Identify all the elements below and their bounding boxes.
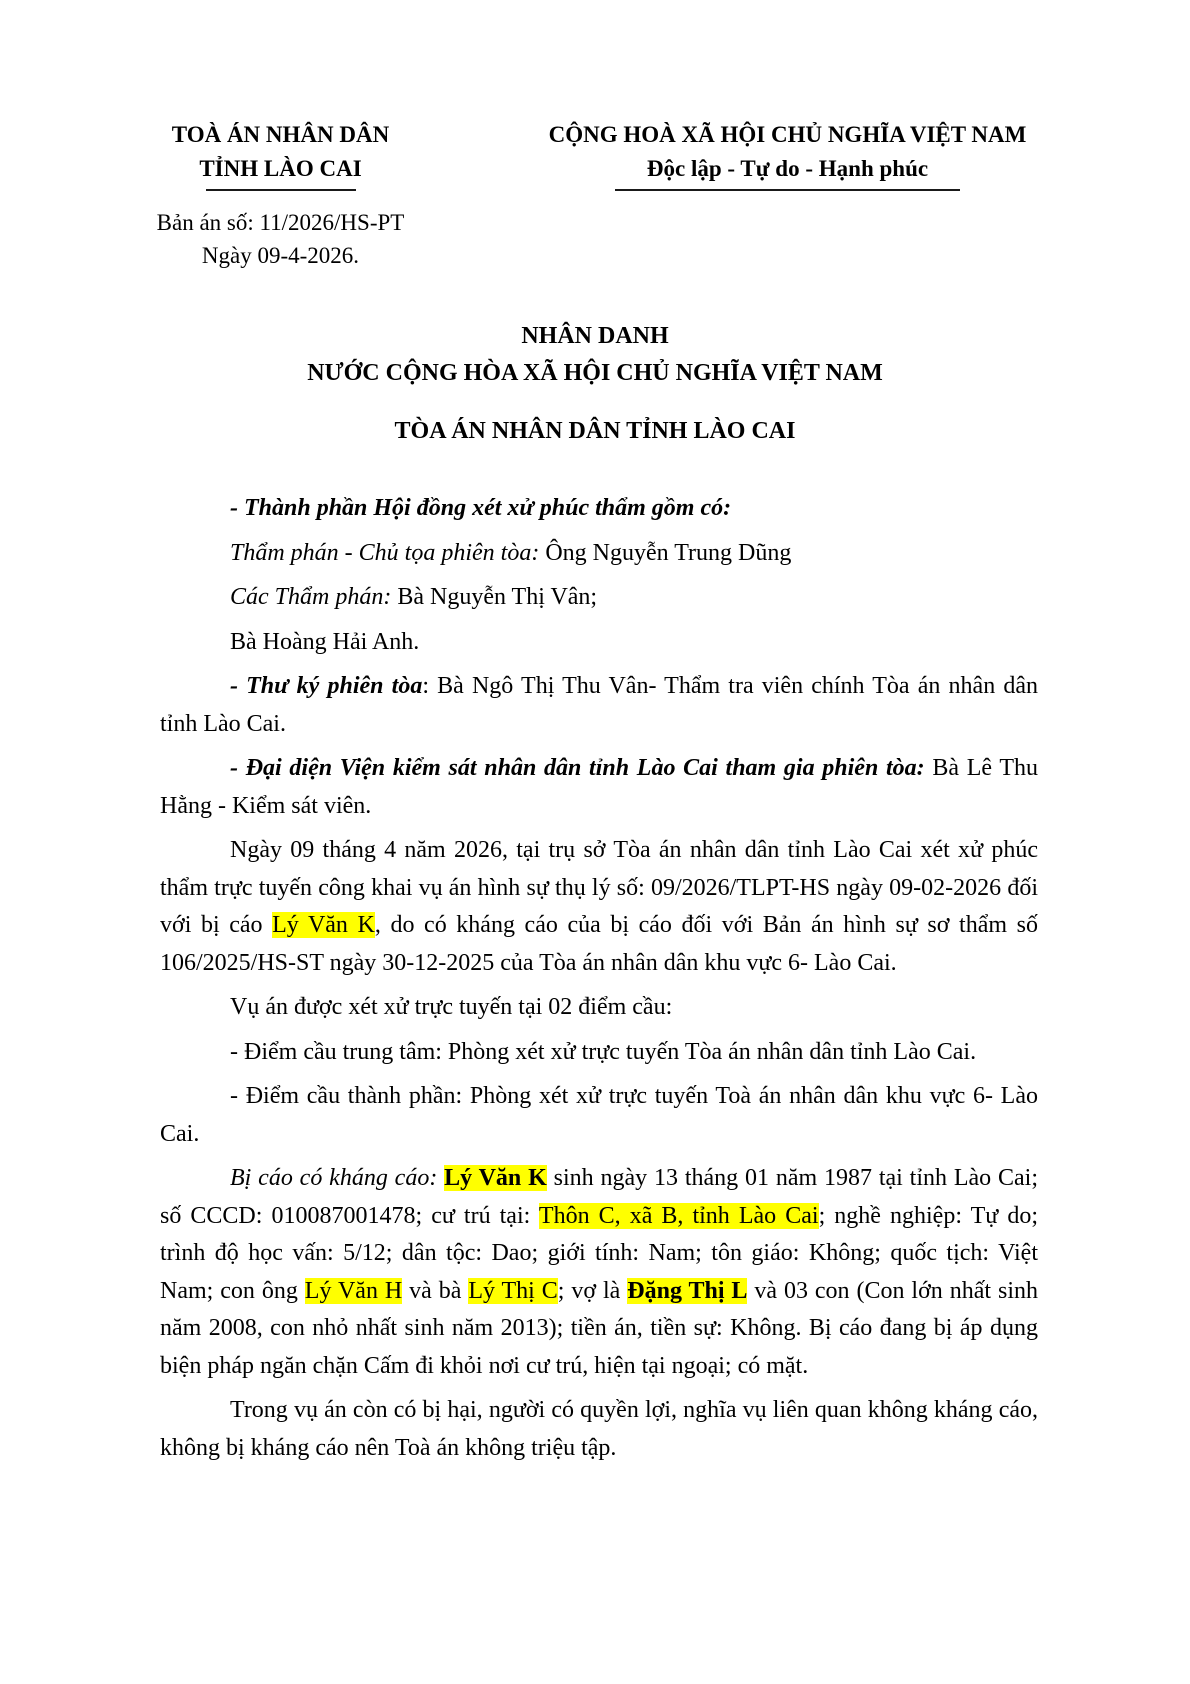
highlighted-text: Lý Văn K <box>444 1165 547 1191</box>
judge-2-line <box>160 624 1038 662</box>
presiding-judge-line <box>160 535 1038 573</box>
court-name-line1: TOÀ ÁN NHÂN DÂN <box>171 122 390 147</box>
judgment-title-block <box>0 318 1190 392</box>
text-segment: Bị cáo có kháng cáo: <box>230 1165 445 1191</box>
divider-line <box>206 189 356 191</box>
text-segment: - Điểm cầu thành phần: Phòng xét xử trực tuyến Toà án nhân dân khu vực 6- Lào Cai. <box>160 1083 1038 1147</box>
procuracy-representative-line <box>160 750 1038 825</box>
court-full-name-line: TÒA ÁN NHÂN DÂN TỈNH LÀO CAI <box>394 418 796 444</box>
text-segment: Thẩm phán - Chủ tọa phiên tòa: <box>230 539 546 566</box>
motto-line: Độc lập - Tự do - Hạnh phúc <box>646 156 929 181</box>
text-segment: - Thư ký phiên tòa <box>230 673 423 699</box>
text-segment: Ông Nguyễn Trung Dũng <box>545 539 792 566</box>
online-points-intro <box>160 989 1038 1027</box>
text-segment: Ngày 09 tháng 4 năm 2026, tại trụ sở Tòa án nhân dân tỉnh Lào Cai xét xử phúc thẩm trực tuyến công khai vụ án hình sự thụ lý số: 09/2026/TLPT-HS ngày 09-02-2026 đối với bị cáo <box>160 837 1038 938</box>
defendant-info-paragraph <box>160 1160 1038 1385</box>
text-segment: Bà Nguyễn Thị Vân; <box>397 584 598 610</box>
highlighted-text: Đặng Thị L <box>627 1277 748 1304</box>
highlighted-text: Lý Văn K <box>272 912 375 938</box>
text-segment: Trong vụ án còn có bị hại, người có quyền lợi, nghĩa vụ liên quan không kháng cáo, không bị kháng cáo nên Toà án không triệu tập. <box>160 1397 1038 1461</box>
text-segment: : Bà Ngô Thị Thu Vân- Thẩm tra viên chính Tòa án nhân dân tỉnh Lào Cai. <box>160 673 1038 737</box>
court-clerk-line <box>160 668 1038 743</box>
highlighted-text: Lý Văn H <box>304 1277 403 1304</box>
central-point-line <box>160 1034 1038 1072</box>
text-segment: - Thành phần Hội đồng xét xử phúc thẩm gồm có: <box>230 495 732 521</box>
case-meta-block <box>128 206 433 272</box>
text-segment: Vụ án được xét xử trực tuyến tại 02 điểm cầu: <box>230 994 673 1020</box>
text-segment: Bà Lê Thu Hằng - Kiểm sát viên. <box>160 755 1039 819</box>
text-segment: và 03 con (Con lớn nhất sinh năm 2008, con nhỏ nhất sinh năm 2013); tiền án, tiền sự: Không. Bị cáo đang bị áp dụng biện pháp ngăn chặn Cấm đi khỏi nơi cư trú, hiện tại ngoại; có mặt. <box>160 1277 1038 1379</box>
text-segment: ; nghề nghiệp: Tự do; trình độ học vấn: 5/12; dân tộc: Dao; giới tính: Nam; tôn giáo: Không; quốc tịch: Việt Nam; con ông <box>160 1202 1038 1304</box>
component-point-line <box>160 1078 1038 1153</box>
text-segment: Bà Hoàng Hải Anh. <box>230 628 420 655</box>
text-segment: , do có kháng cáo của bị cáo đối với Bản án hình sự sơ thẩm số 106/2025/HS-ST ngày 30-12-2025 của Tòa án nhân dân khu vực 6- Lào Cai. <box>160 912 1038 976</box>
document-body <box>0 446 1190 1467</box>
state-name-line: NƯỚC CỘNG HÒA XÃ HỘI CHỦ NGHĨA VIỆT NAM <box>307 360 883 386</box>
divider-line <box>615 189 960 191</box>
hearing-intro-paragraph <box>160 832 1038 982</box>
text-segment: ; vợ là <box>557 1277 628 1304</box>
case-number: Bản án số: 11/2026/HS-PT <box>156 210 405 235</box>
text-segment: - Điểm cầu trung tâm: Phòng xét xử trực tuyến Tòa án nhân dân tỉnh Lào Cai. <box>230 1038 977 1065</box>
national-motto-block <box>495 118 1080 272</box>
republic-name-line: CỘNG HOÀ XÃ HỘI CHỦ NGHĨA VIỆT NAM <box>548 122 1027 147</box>
text-segment: Các Thẩm phán: <box>230 584 398 610</box>
panel-composition-heading <box>160 490 1038 528</box>
text-segment: sinh ngày 13 tháng 01 năm 1987 tại tỉnh Lào Cai; số CCCD: 010087001478; cư trú tại: <box>160 1165 1039 1229</box>
no-summons-paragraph <box>160 1392 1038 1467</box>
court-name-line2: TỈNH LÀO CAI <box>199 156 362 181</box>
judges-line <box>160 579 1038 617</box>
case-date: Ngày 09-4-2026. <box>201 243 360 268</box>
highlighted-text: Lý Thị C <box>468 1277 558 1304</box>
highlighted-text: Thôn C, xã B, tỉnh Lào Cai <box>538 1202 819 1229</box>
in-the-name-of-line: NHÂN DANH <box>521 323 669 349</box>
text-segment: - Đại diện Viện kiểm sát nhân dân tỉnh Lào Cai tham gia phiên tòa: <box>230 755 933 781</box>
issuing-court-block <box>128 118 433 272</box>
text-segment: và bà <box>402 1277 469 1304</box>
document-header <box>0 0 1190 272</box>
